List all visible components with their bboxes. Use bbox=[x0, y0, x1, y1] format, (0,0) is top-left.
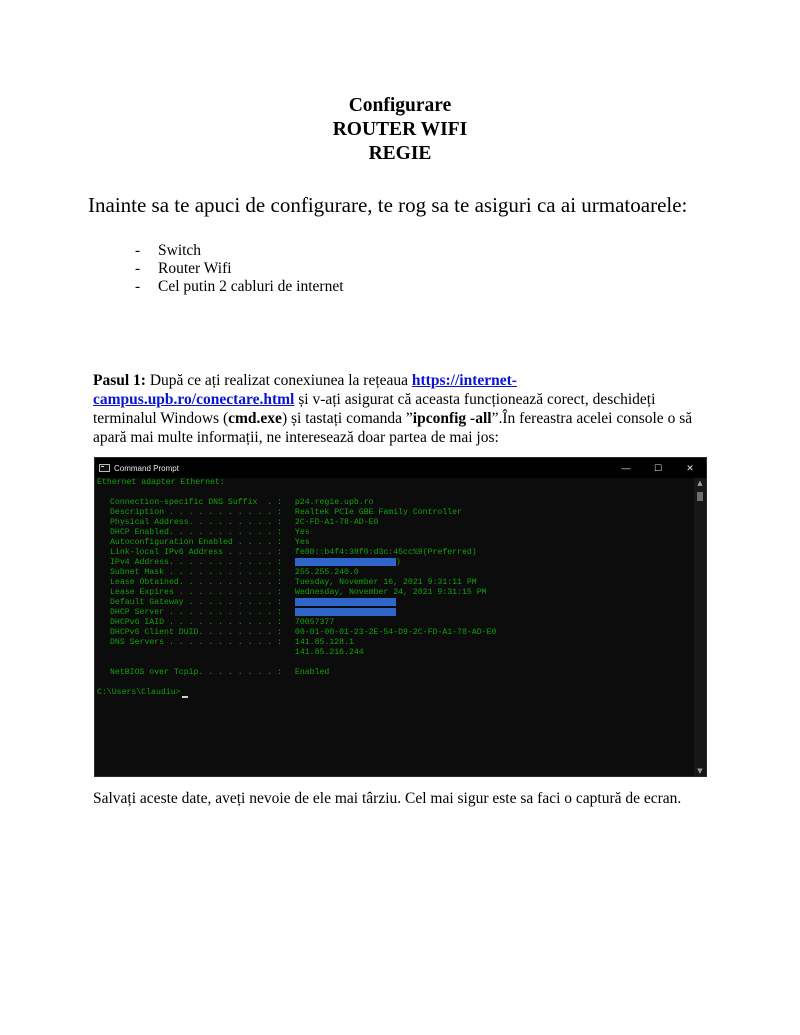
title-line-configurare: Configurare bbox=[348, 95, 452, 116]
ipconfig-label: DNS Servers . . . . . . . . . . . : bbox=[110, 638, 282, 647]
ipconfig-value-suffix: ) bbox=[395, 558, 401, 568]
ipconfig-row bbox=[97, 528, 694, 538]
ipconfig-row bbox=[97, 668, 694, 678]
ipconfig-row bbox=[97, 508, 694, 518]
list-item-text: Cel putin 2 cabluri de internet bbox=[158, 278, 344, 295]
ipconfig-label: DHCP Server . . . . . . . . . . . : bbox=[110, 608, 282, 618]
ipconfig-label: Subnet Mask . . . . . . . . . . . : bbox=[110, 568, 282, 577]
list-item-text: Router Wifi bbox=[158, 260, 232, 277]
ipconfig-row bbox=[97, 518, 694, 528]
cmd-titlebar bbox=[95, 458, 706, 478]
ipconfig-row bbox=[97, 608, 694, 618]
ipconfig-value: 141.85.128.1 bbox=[294, 638, 354, 647]
ipconfig-label: Default Gateway . . . . . . . . . : bbox=[110, 598, 282, 608]
ipconfig-row bbox=[97, 538, 694, 548]
ipconfig-label: Connection-specific DNS Suffix . : bbox=[110, 498, 282, 507]
requirements-list bbox=[135, 242, 344, 296]
ipconfig-row bbox=[97, 628, 694, 638]
list-item bbox=[135, 260, 344, 278]
ipconfig-value: Yes bbox=[294, 538, 310, 547]
document-title bbox=[0, 94, 800, 166]
title-line-regie: REGIE bbox=[368, 143, 432, 164]
list-bullet: - bbox=[135, 242, 141, 259]
ipconfig-row bbox=[97, 618, 694, 628]
ipconfig-label: IPv4 Address. . . . . . . . . . . : bbox=[110, 558, 282, 568]
cmd-adapter-header: Ethernet adapter Ethernet: bbox=[97, 478, 225, 487]
list-item-text: Switch bbox=[158, 242, 202, 259]
ipconfig-label: Lease Obtained. . . . . . . . . . : bbox=[110, 578, 282, 587]
blank-line bbox=[97, 488, 694, 498]
ipconfig-label: Link-local IPv6 Address . . . . . : bbox=[110, 548, 282, 557]
cmd-exe-text: cmd.exe bbox=[228, 410, 282, 427]
ipconfig-row bbox=[97, 498, 694, 508]
close-icon: ✕ bbox=[686, 462, 694, 473]
ipconfig-value: 141.85.216.244 bbox=[294, 648, 364, 657]
ipconfig-command: ipconfig -all bbox=[412, 410, 492, 427]
list-bullet: - bbox=[135, 278, 141, 295]
cmd-window-title: Command Prompt bbox=[114, 463, 179, 473]
ipconfig-row bbox=[97, 598, 694, 608]
step1-text: ”.În fereastra acelei console o să apară mai multe informații, ne interesează doar partea de mai jos: bbox=[93, 410, 693, 446]
scroll-thumb[interactable] bbox=[697, 492, 703, 501]
redacted-dhcp-server bbox=[295, 608, 396, 616]
list-item bbox=[135, 242, 344, 260]
step1-text: și v-ați asigurat că aceasta funcționează corect, deschideți terminalul Windows ( bbox=[93, 391, 656, 427]
cmd-prompt-line[interactable] bbox=[97, 688, 694, 698]
ipconfig-row bbox=[97, 558, 694, 568]
ipconfig-label: Autoconfiguration Enabled . . . . : bbox=[110, 538, 282, 547]
maximize-icon: ☐ bbox=[653, 462, 663, 473]
blank-line bbox=[97, 678, 694, 688]
ipconfig-row bbox=[97, 648, 694, 658]
minimize-icon: — bbox=[621, 463, 631, 473]
title-line-router: ROUTER WIFI bbox=[332, 119, 468, 140]
ipconfig-row bbox=[97, 638, 694, 648]
ipconfig-value: 255.255.240.0 bbox=[294, 568, 359, 577]
ipconfig-value: fe80::b4f4:38f0:d3c:45cc%9(Preferred) bbox=[294, 548, 477, 557]
blank-line bbox=[97, 658, 694, 668]
ipconfig-value: Wednesday, November 24, 2021 9:31:15 PM bbox=[294, 588, 487, 597]
list-item bbox=[135, 278, 344, 296]
ipconfig-label: DHCP Enabled. . . . . . . . . . . : bbox=[110, 528, 282, 537]
command-prompt-screenshot bbox=[94, 457, 707, 777]
scroll-up-arrow-icon[interactable]: ▲ bbox=[697, 479, 703, 487]
cmd-output bbox=[95, 478, 694, 776]
ipconfig-value: Realtek PCIe GBE Family Controller bbox=[294, 508, 462, 517]
scroll-down-arrow-icon[interactable]: ▼ bbox=[697, 767, 703, 775]
step1-label: Pasul 1: bbox=[93, 372, 146, 389]
ipconfig-label: DHCPv6 Client DUID. . . . . . . . : bbox=[110, 628, 282, 637]
ipconfig-value: Yes bbox=[294, 528, 310, 537]
ipconfig-value: Tuesday, November 16, 2021 9:31:11 PM bbox=[294, 578, 477, 587]
ipconfig-label: NetBIOS over Tcpip. . . . . . . . : bbox=[110, 668, 282, 677]
ipconfig-row bbox=[97, 578, 694, 588]
ipconfig-label: Physical Address. . . . . . . . . : bbox=[110, 518, 282, 527]
ipconfig-value: 00-01-00-01-23-2E-54-D9-2C-FD-A1-78-AD-E0 bbox=[294, 628, 497, 637]
ipconfig-row bbox=[97, 588, 694, 598]
step1-paragraph bbox=[93, 371, 713, 447]
ipconfig-label: DHCPv6 IAID . . . . . . . . . . . : bbox=[110, 618, 282, 627]
intro-paragraph: Inainte sa te apuci de configurare, te rog sa te asiguri ca ai urmatoarele: bbox=[88, 193, 688, 217]
ipconfig-value: 2C-FD-A1-78-AD-E0 bbox=[294, 518, 379, 527]
cmd-prompt: C:\Users\Claudiu> bbox=[97, 688, 181, 697]
terminal-icon bbox=[99, 464, 110, 472]
ipconfig-row bbox=[97, 568, 694, 578]
ipconfig-value: Enabled bbox=[294, 668, 330, 677]
step1-text: ) și tastați comanda ” bbox=[281, 410, 413, 427]
redacted-ipv4 bbox=[295, 558, 396, 566]
cmd-scrollbar[interactable] bbox=[694, 478, 706, 776]
ipconfig-value: 70057377 bbox=[294, 618, 335, 627]
ipconfig-value: p24.regie.upb.ro bbox=[294, 498, 374, 507]
redacted-gateway bbox=[295, 598, 396, 606]
list-bullet: - bbox=[135, 260, 141, 277]
closing-paragraph: Salvați aceste date, aveți nevoie de ele mai târziu. Cel mai sigur este sa faci o captură de ecran. bbox=[93, 790, 682, 807]
ipconfig-label: Description . . . . . . . . . . . : bbox=[110, 508, 282, 517]
text-cursor bbox=[182, 696, 188, 698]
step1-text: După ce ați realizat conexiunea la rețeaua bbox=[145, 372, 412, 389]
ipconfig-row bbox=[97, 548, 694, 558]
ipconfig-label: Lease Expires . . . . . . . . . . : bbox=[110, 588, 282, 597]
internet-campus-link[interactable]: https://internet-campus.upb.ro/conectare.html bbox=[93, 372, 517, 408]
